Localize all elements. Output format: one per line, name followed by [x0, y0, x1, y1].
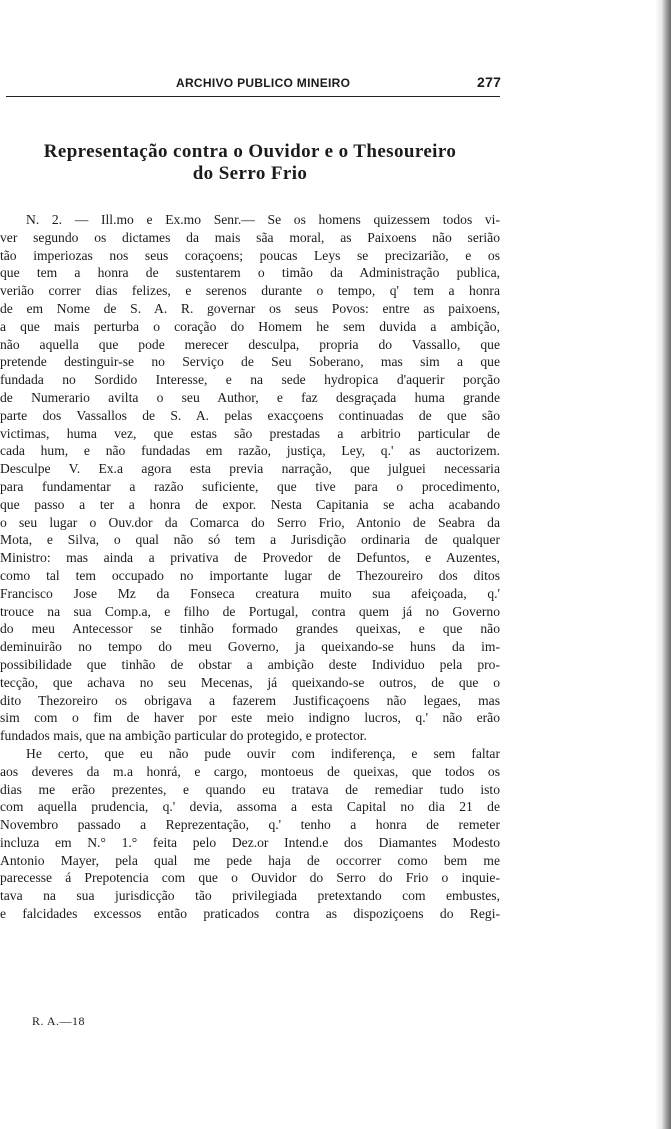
- title-line: Representação contra o Ouvidor e o Thesoureiro: [43, 141, 457, 162]
- text-line: victimas, huma vez, que estas são prestadas a arbitrio particular de: [0, 425, 500, 441]
- text-line: sim com o fim de haver por este meio indigno lucros, q.' não erão: [0, 710, 500, 726]
- text-line: Ministro: mas ainda a privativa de Provedor de Defuntos, e Auzentes,: [0, 550, 500, 566]
- text-line: Novembro passado a Reprezentação, q.' tenho a honra de remeter: [0, 817, 500, 833]
- text-line: que passo a ter a honra de expor. Nesta Capitania se acha acabando: [0, 496, 500, 512]
- text-line: com aquella prudencia, q.' devia, assoma a esta Capital no dia 21 de: [0, 799, 500, 815]
- text-line: tava na sua jurisdicção tão privilegiada pretextando com embustes,: [0, 888, 500, 904]
- text-line: parecesse á Prepotencia com que o Ouvidor do Serro do Frio o inquie-: [0, 870, 500, 886]
- text-line: a que mais perturba o coração do Homem he sem duvida a ambição,: [0, 318, 500, 334]
- title-line: do Serro Frio: [192, 163, 308, 184]
- text-line: cada hum, e não fundadas em razão, justiça, Ley, q.' as auctorizem.: [0, 443, 500, 459]
- text-line: para fundamentar a razão suficiente, que tive para o procedimento,: [0, 478, 500, 494]
- text-line: N. 2. — Ill.mo e Ex.mo Senr.— Se os homens quizessem todos vi-: [26, 212, 500, 227]
- text-line: ver segundo os dictames da mais sãa moral, as Paixoens não serião: [0, 229, 500, 245]
- text-line: dito Thezoreiro os obrigava a fazerem Justificaçoens não legaes, mas: [0, 692, 500, 708]
- text-line: tecção, que achava no seu Mecenas, já queixando-se outros, de que o: [0, 674, 500, 690]
- scan-page-edge: [655, 0, 671, 1129]
- text-line: pretende destinguir-se no Serviço de Seu Soberano, mas sim a que: [0, 354, 500, 370]
- text-line: fundados mais, que na ambição particular do protegido, e protector.: [0, 728, 367, 744]
- text-line: fundada no Sordido Interesse, e na sede hydropica d'aquerir porção: [0, 372, 500, 388]
- document-body: [0, 211, 500, 923]
- text-line: Desculpe V. Ex.a agora esta previa narração, que julguei necessaria: [0, 461, 500, 477]
- text-line: trouce na sua Comp.a, e filho de Portugal, contra quem já no Governo: [0, 603, 500, 619]
- text-line: e falcidades excessos então praticados contra as dispoziçoens do Regi-: [0, 906, 500, 922]
- text-line: tão imperiozas nos seus coraçoens; poucas Leys se precizarião, e os: [0, 247, 500, 263]
- signature-mark: R. A.—18: [32, 1014, 86, 1028]
- text-line: possibilidade que tinhão de obstar a ambição deste Individuo pela pro-: [0, 656, 500, 672]
- text-line: não aquella que pode merecer desculpa, propria do Vassallo, que: [0, 336, 500, 352]
- page-number: 277: [477, 74, 502, 90]
- text-line: do meu Antecessor se tinhão formado grandes queixas, e que não: [0, 621, 500, 637]
- text-line: incluza em N.° 1.° feita pelo Dez.or Intend.e dos Diamantes Modesto: [0, 834, 500, 850]
- text-line: dias me erão prezentes, e quando eu tratava de remediar tudo isto: [0, 781, 500, 797]
- text-line: parte dos Vassallos de S. A. pelas exacçoens continuadas de que são: [0, 407, 500, 423]
- text-line: Francisco Jose Mz da Fonseca creatura muito sua afeiçoada, q.': [0, 585, 500, 601]
- text-line: de em Nome de S. A. R. governar os seus Povos: entre as paixoens,: [0, 300, 500, 316]
- text-line: como tal tem occupado no importante lugar de Thezoureiro dos ditos: [0, 567, 500, 583]
- running-title: ARCHIVO PUBLICO MINEIRO: [176, 76, 351, 90]
- text-line: que tem a honra de sustentarem o timão da Administração publica,: [0, 265, 500, 281]
- text-line: verião correr dias felizes, e serenos durante o tempo, q' tem a honra: [0, 283, 500, 299]
- text-line: Antonio Mayer, pela qual me pede haja de occorrer como bem me: [0, 852, 500, 868]
- running-header: [0, 76, 500, 94]
- text-line: de Numerario avilta o seu Author, e faz desgraçada huma grande: [0, 389, 500, 405]
- text-line: deminuirão no tempo do meu Governo, ja queixando-se huns da im-: [0, 639, 500, 655]
- document-title: [0, 141, 500, 185]
- text-line: o seu lugar o Ouv.dor da Comarca do Serro Frio, Antonio de Seabra da: [0, 514, 500, 530]
- text-line: Mota, e Silva, o qual não só tem a Jurisdição ordinaria de qualquer: [0, 532, 500, 548]
- text-line: aos deveres da m.a honrá, e cargo, montoeus de queixas, que todos os: [0, 763, 500, 779]
- header-rule: [6, 96, 500, 97]
- text-line: He certo, que eu não pude ouvir com indiferença, e sem faltar: [26, 745, 500, 761]
